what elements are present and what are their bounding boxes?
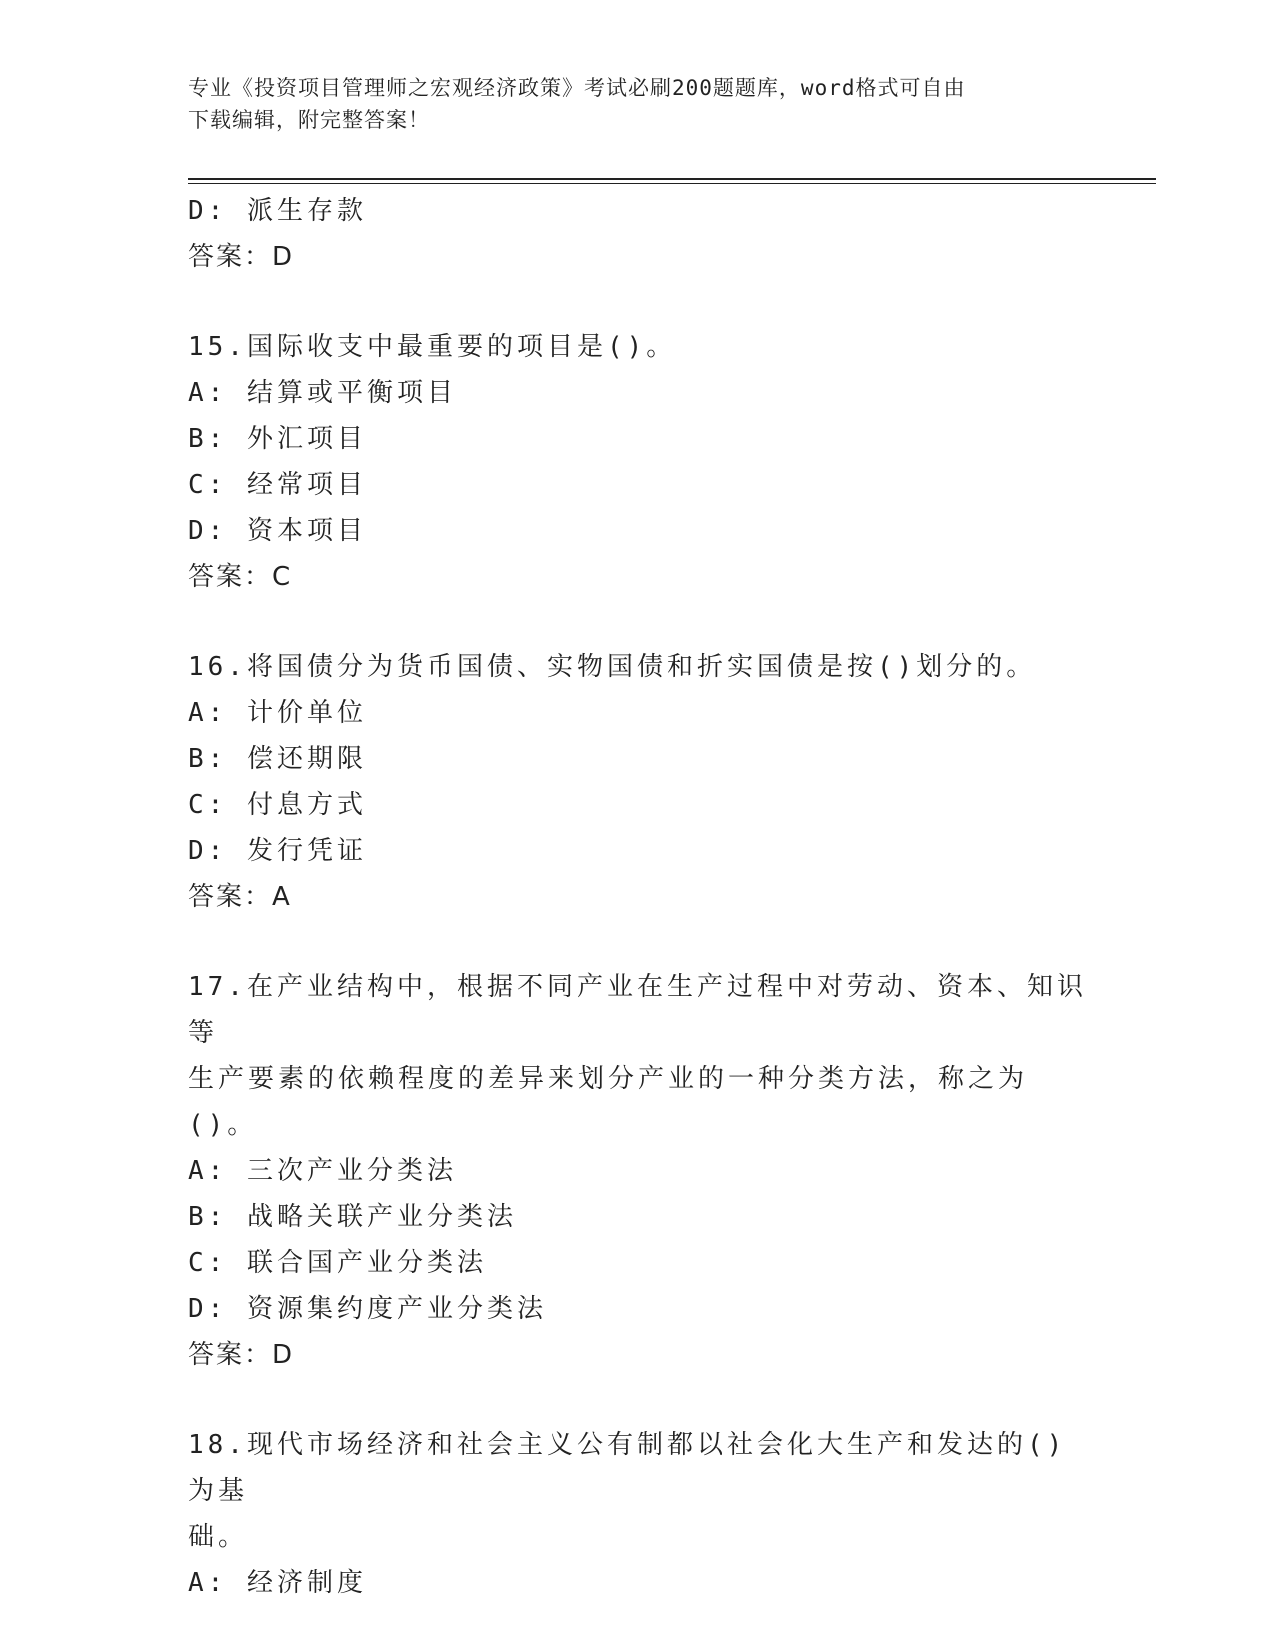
question-stem: [188, 644, 1088, 690]
question-block: [188, 1422, 1088, 1606]
question-stem-line: 18.现代市场经济和社会主义公有制都以社会化大生产和发达的()为基: [188, 1430, 1067, 1506]
option-b: B: 外汇项目: [188, 424, 367, 454]
question-block: [188, 324, 1088, 600]
option-a: A: 三次产业分类法: [188, 1156, 457, 1186]
question-stem: [188, 1422, 1088, 1560]
option-c: C: 付息方式: [188, 790, 367, 820]
question-block: [188, 644, 1088, 920]
answer-line: 答案：D: [188, 242, 295, 272]
option-b: B: 偿还期限: [188, 744, 367, 774]
option-d: D: 资本项目: [188, 516, 367, 546]
answer-line: 答案：A: [188, 882, 292, 912]
option-a: A: 计价单位: [188, 698, 367, 728]
question-stem: [188, 964, 1088, 1148]
option-a: A: 经济制度: [188, 1568, 367, 1598]
header-divider-thin: [188, 183, 1156, 184]
question-stem-line: 17.在产业结构中，根据不同产业在生产过程中对劳动、资本、知识等: [188, 972, 1087, 1048]
question-stem: [188, 324, 1088, 370]
answer-line: 答案：C: [188, 562, 293, 592]
option-a: A: 结算或平衡项目: [188, 378, 457, 408]
question-block: [188, 964, 1088, 1378]
question-stem-line: 15.国际收支中最重要的项目是()。: [188, 332, 677, 362]
option-d: D: 发行凭证: [188, 836, 367, 866]
option-d: D: 派生存款: [188, 196, 367, 226]
option-b: B: 战略关联产业分类法: [188, 1202, 517, 1232]
header-line-2: 下载编辑，附完整答案！: [188, 108, 430, 132]
header-line-1: 专业《投资项目管理师之宏观经济政策》考试必刷200题题库，word格式可自由: [188, 76, 966, 100]
option-c: C: 联合国产业分类法: [188, 1248, 487, 1278]
answer-line: 答案：D: [188, 1340, 295, 1370]
question-content: [188, 188, 1088, 1606]
option-c: C: 经常项目: [188, 470, 367, 500]
option-d: D: 资源集约度产业分类法: [188, 1294, 547, 1324]
question-stem-line: 16.将国债分为货币国债、实物国债和折实国债是按()划分的。: [188, 652, 1037, 682]
question-stem-line: 生产要素的依赖程度的差异来划分产业的一种分类方法，称之为()。: [188, 1064, 1029, 1140]
header-divider-thick: [188, 178, 1156, 180]
question-stem-line: 础。: [188, 1522, 249, 1552]
document-header: [188, 72, 1068, 136]
